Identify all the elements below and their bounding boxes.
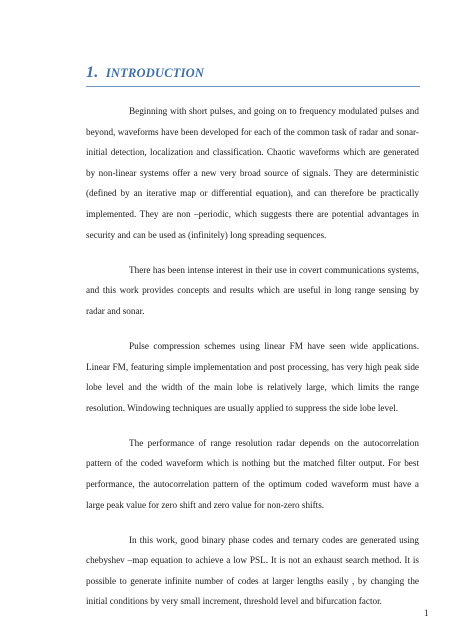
section-number: 1. bbox=[86, 64, 99, 81]
section-heading bbox=[86, 64, 418, 82]
paragraph: Pulse compression schemes using linear FM have seen wide applications. Linear FM, featuring simple implementation and post processing, has very high peak side lobe level and the width of the main lobe is relatively large, which limits the range resolution. Windowing techniques are usually applied to suppress the side lobe level. bbox=[86, 340, 419, 413]
section-title: INTRODUCTION bbox=[105, 66, 205, 80]
body-text bbox=[86, 101, 419, 627]
page-number: 1 bbox=[424, 608, 429, 618]
paragraph: There has been intense interest in their use in covert communications systems, and this work provides concepts and results which are useful in long range sensing by radar and sonar. bbox=[86, 264, 419, 316]
paragraph: The performance of range resolution radar depends on the autocorrelation pattern of the coded waveform which is nothing but the matched filter output. For best performance, the autocorrelation pattern of the optimum coded waveform must have a large peak value for zero shift and zero value for non-zero shifts. bbox=[86, 437, 419, 510]
paragraph: Beginning with short pulses, and going on to frequency modulated pulses and beyond, waveforms have been developed for each of the common task of radar and sonar-initial detection, localization and classification. Chaotic waveforms which are generated by non-linear systems offer a new very broad source of signals. They are deterministic (defined by an iterative map or differential equation), and can therefore be practically implemented. They are non –periodic, which suggests there are potential advantages in security and can be used as (infinitely) long spreading sequences. bbox=[86, 106, 419, 240]
heading-underline bbox=[86, 86, 420, 87]
paragraph: In this work, good binary phase codes and ternary codes are generated using chebyshev –map equation to achieve a low PSL. It is not an exhaust search method. It is possible to generate infinite number of codes at larger lengths easily , by changing the initial conditions by very small increment, threshold level and bifurcation factor. bbox=[86, 534, 419, 607]
